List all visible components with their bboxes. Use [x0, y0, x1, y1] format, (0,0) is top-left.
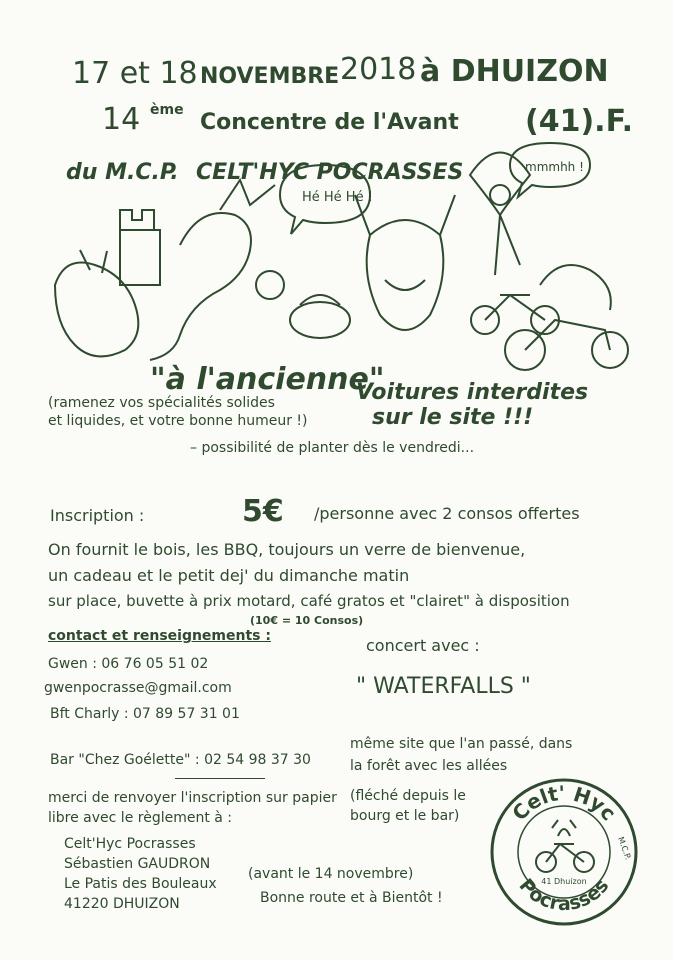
provided-line-3: sur place, buvette à prix motard, café gratos et "clairet" à disposition: [48, 592, 570, 610]
mail-line-1: merci de renvoyer l'inscription sur papier: [48, 790, 337, 806]
mail-deadline: (avant le 14 novembre): [248, 866, 414, 882]
stamp-bottom-text: Pocrasses: [514, 874, 614, 916]
cars-line-2: sur le site !!!: [372, 405, 534, 430]
date-month: NOVEMBRE: [200, 64, 340, 89]
mail-address-2: Sébastien GAUDRON: [64, 856, 211, 872]
registration-label: Inscription :: [50, 506, 145, 525]
contact-email[interactable]: gwenpocrasse@gmail.com: [44, 680, 232, 696]
organizer-prefix: du M.C.P.: [66, 160, 179, 185]
camping-note: – possibilité de planter dès le vendredi...: [190, 440, 475, 456]
bring-line-1: (ramenez vos spécialités solides: [48, 395, 275, 411]
contact-charly: Bft Charly : 07 89 57 31 01: [50, 706, 240, 722]
provided-line-2: un cadeau et le petit dej' du dimanche matin: [48, 566, 410, 585]
provided-line-1: On fournit le bois, les BBQ, toujours un verre de bienvenue,: [48, 540, 526, 559]
mail-address-3: Le Patis des Bouleaux: [64, 876, 217, 892]
event-place: à DHUIZON: [420, 54, 609, 89]
stamp-town: 41 Dhuizon: [541, 877, 587, 886]
location-line-2: la forêt avec les allées: [350, 758, 508, 774]
mail-address-1: Celt'Hyc Pocrasses: [64, 836, 196, 852]
location-line-4: bourg et le bar): [350, 808, 460, 824]
stamp-side-text: M.C.P.: [616, 835, 633, 861]
contact-gwen: Gwen : 06 76 05 51 02: [48, 656, 209, 672]
mail-address-4: 41220 DHUIZON: [64, 896, 180, 912]
contact-bar: Bar "Chez Goélette" : 02 54 98 37 30: [50, 752, 311, 768]
biker-illustration: [40, 135, 640, 375]
date-days: 17 et 18: [72, 56, 198, 91]
concert-label: concert avec :: [366, 636, 480, 655]
price: 5€: [242, 494, 284, 529]
location-line-1: même site que l'an passé, dans: [350, 736, 573, 752]
mail-line-2: libre avec le règlement à :: [48, 810, 233, 826]
club-stamp-logo: [488, 776, 640, 928]
price-detail: /personne avec 2 consos offertes: [314, 504, 580, 523]
consos-note: (10€ = 10 Consos): [250, 614, 364, 627]
edition-number: 14: [102, 102, 141, 137]
stamp-top-text: Celt' Hyc: [507, 780, 621, 826]
svg-text:Celt' Hyc: [507, 781, 621, 825]
style-tagline: "à l'ancienne": [150, 362, 385, 397]
concert-band: " WATERFALLS ": [356, 674, 531, 699]
contact-heading: contact et renseignements :: [48, 628, 271, 644]
date-year: 2018: [340, 52, 417, 87]
bring-line-2: et liquides, et votre bonne humeur !): [48, 413, 308, 429]
event-name: Concentre de l'Avant: [200, 110, 459, 135]
stamp-biker-icon: [536, 820, 594, 872]
organizer-name: CELT'HYC POCRASSES: [196, 160, 464, 185]
cars-line-1: Voitures interdites: [356, 380, 589, 405]
speech-mmmhh: mmmhh !: [525, 160, 584, 174]
farewell: Bonne route et à Bientôt !: [260, 890, 443, 906]
speech-hehehe: Hé Hé Hé !: [302, 190, 373, 205]
event-department: (41).F.: [525, 104, 634, 139]
divider: [175, 778, 265, 779]
edition-suffix: ème: [150, 102, 184, 118]
location-line-3: (fléché depuis le: [350, 788, 466, 804]
